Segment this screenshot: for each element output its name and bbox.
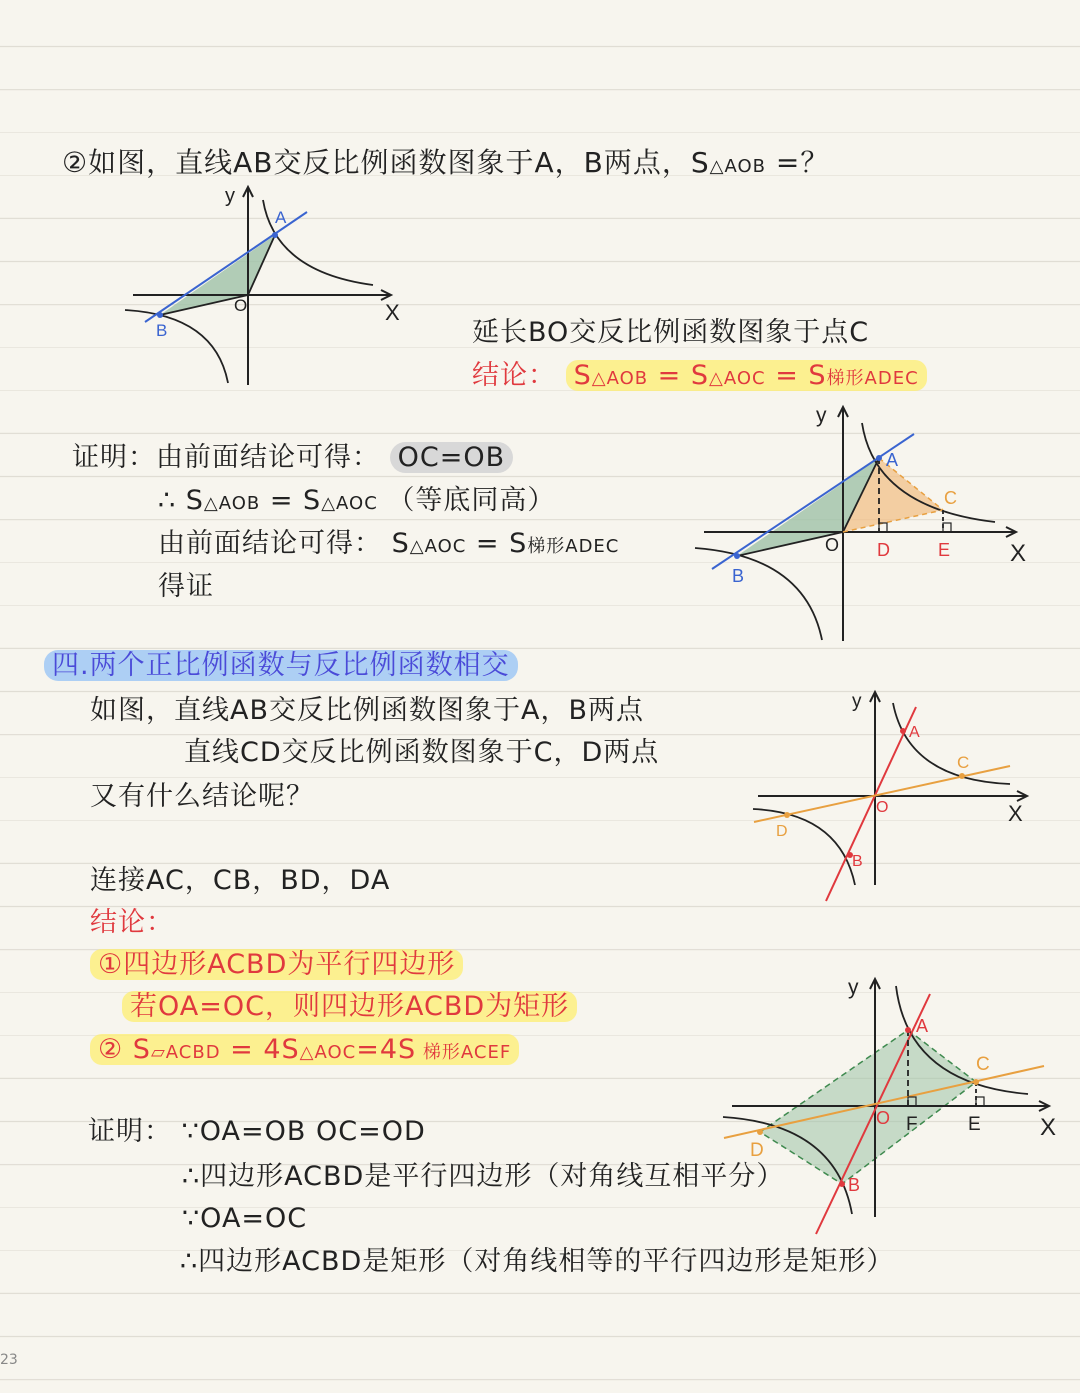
formula-part: ② S [98, 1034, 151, 1065]
label-d: D [776, 823, 788, 840]
question-end: =？ [765, 146, 830, 179]
proof-part: 由前面结论可得： S [158, 528, 410, 559]
proof-1-line-1 [72, 441, 513, 475]
proof-part: ∴ S [158, 485, 204, 516]
proof-label: 证明： [72, 442, 156, 473]
right-angle-e [943, 523, 951, 532]
formula-part: =4S [356, 1034, 417, 1065]
conclusion-2-item-2-text: 若OA=OC，则四边形ACBD为矩形 [122, 991, 577, 1022]
conclusion-2-label: 结论： [90, 907, 174, 938]
hyperbola-branch-1 [893, 703, 1010, 784]
proof-part: = S [260, 485, 322, 516]
point-c [973, 1079, 979, 1085]
figure-1-graph [115, 180, 415, 395]
right-angle-e [976, 1097, 984, 1106]
question-text [62, 146, 829, 184]
label-b: B [852, 853, 863, 870]
proof-1-line-2 [158, 484, 555, 521]
formula-sub: △AOC [709, 368, 766, 389]
label-d: D [750, 1140, 764, 1161]
proof-text: 由前面结论可得： [156, 442, 380, 473]
label-y: y [852, 691, 862, 712]
label-b: B [732, 566, 745, 586]
label-x: X [1010, 540, 1027, 567]
point-b [157, 312, 163, 318]
label-y: y [848, 976, 859, 999]
label-b: B [848, 1175, 861, 1195]
label-b: B [156, 321, 168, 340]
intro-line-2: 直线CD交反比例函数图象于C，D两点 [184, 737, 660, 768]
hyperbola-branch-3 [695, 548, 822, 640]
conclusion-2-item-1 [90, 948, 463, 982]
label-a: A [886, 450, 899, 470]
proof-1-line-3 [158, 527, 619, 564]
section-heading-text: 四.两个正比例函数与反比例函数相交 [44, 650, 518, 681]
section-heading [44, 649, 518, 683]
label-c: C [957, 753, 970, 772]
label-o: O [234, 296, 248, 315]
proof-part: = S [466, 528, 528, 559]
extend-text: 延长BO交反比例函数图象于点C [472, 317, 870, 348]
proof-highlight: OC=OB [390, 442, 514, 473]
formula-sub: △AOB [591, 368, 649, 389]
proof-2-line-4: ∴四边形ACBD是矩形（对角线相等的平行四边形是矩形） [180, 1246, 895, 1277]
formula-part: = S [765, 360, 827, 391]
label-e: E [938, 540, 951, 560]
figure-2-graph [690, 398, 1045, 648]
question-main: ②如图，直线AB交反比例函数图象于A，B两点，S [62, 146, 710, 179]
page-number: 23 [0, 1352, 18, 1368]
formula-sub: 梯形ADEC [826, 368, 919, 389]
proof-sub: △AOB [203, 493, 261, 514]
conclusion-label: 结论： [472, 360, 556, 391]
label-o: O [876, 799, 889, 816]
line-ab [145, 212, 307, 322]
figure-3-graph [748, 685, 1048, 910]
intro-line-3: 又有什么结论呢？ [90, 781, 314, 812]
proof-text: ∵OA=OB OC=OD [181, 1116, 426, 1147]
hyperbola-branch-3 [125, 310, 228, 383]
label-y: y [816, 404, 827, 427]
formula-part: = 4S [220, 1034, 300, 1065]
point-a [876, 455, 882, 461]
conclusion-formula [566, 360, 927, 391]
formula-sub: 梯形ACEF [416, 1042, 512, 1063]
proof-part: （等底同高） [377, 485, 556, 516]
conclusion-2-item-2 [122, 990, 577, 1024]
label-c: C [976, 1054, 990, 1075]
point-a [900, 728, 906, 734]
question-sub: △AOB [709, 156, 766, 177]
formula-sub: ▱ACBD [150, 1042, 221, 1063]
point-c [959, 773, 965, 779]
conclusion-2-item-3 [90, 1033, 519, 1070]
point-d [784, 812, 790, 818]
label-x: X [1040, 1114, 1057, 1141]
label-a: A [916, 1016, 929, 1036]
label-o: O [876, 1108, 891, 1128]
point-a [905, 1027, 911, 1033]
label-a: A [275, 208, 287, 227]
point-b [839, 1181, 845, 1187]
proof-sub: △AOC [409, 536, 467, 557]
proof-label: 证明： [88, 1116, 172, 1147]
proof-1-line-4: 得证 [158, 571, 214, 602]
proof-sub: 梯形ADEC [527, 536, 620, 557]
label-f: F [906, 1114, 918, 1135]
label-a: A [909, 724, 920, 741]
label-c: C [944, 488, 957, 508]
proof-2-line-3: ∵OA=OC [182, 1203, 308, 1234]
conclusion-2-item-1-text: ①四边形ACBD为平行四边形 [90, 949, 463, 980]
formula-sub: △AOC [299, 1042, 357, 1063]
formula-part: = S [648, 360, 710, 391]
label-e: E [968, 1114, 981, 1135]
formula-part: S [573, 360, 592, 391]
label-x: X [1008, 801, 1023, 826]
intro-line-1: 如图，直线AB交反比例函数图象于A，B两点 [90, 695, 644, 726]
point-a [272, 232, 278, 238]
proof-2-line-1 [88, 1115, 426, 1149]
proof-2-line-2: ∴四边形ACBD是平行四边形（对角线互相平分） [182, 1161, 785, 1192]
label-d: D [877, 540, 890, 560]
point-b [734, 553, 740, 559]
label-o: O [825, 535, 840, 555]
proof-sub: △AOC [321, 493, 378, 514]
label-y: y [225, 185, 235, 207]
connect-line: 连接AC，CB，BD，DA [90, 865, 391, 896]
point-d [757, 1129, 763, 1135]
conclusion-1 [472, 359, 927, 396]
conclusion-2-item-3-text [90, 1034, 519, 1065]
label-x: X [385, 300, 400, 325]
